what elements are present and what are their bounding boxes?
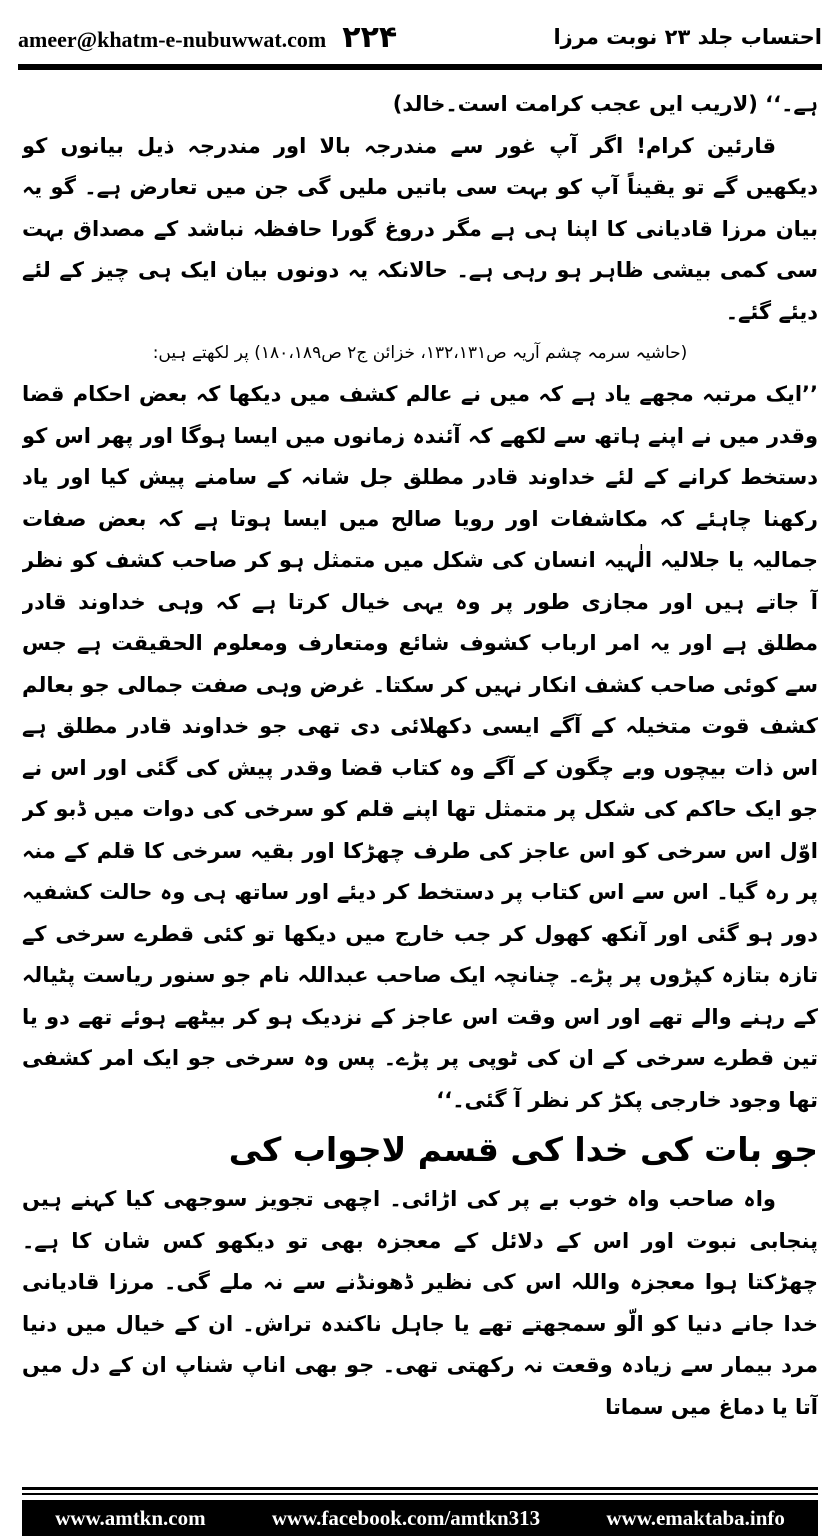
header-rule	[18, 64, 822, 70]
running-title: احتساب جلد ۲۳ نوبت مرزا	[553, 25, 822, 49]
footer-link-facebook[interactable]: www.facebook.com/amtkn313	[271, 1505, 541, 1530]
reference-line: (حاشیہ سرمہ چشم آریہ ص۱۳۲،۱۳۱، خزائن ج۲ ص۱۸۰،۱۸۹) پر لکھتے ہیں:	[152, 343, 688, 363]
paragraph-quote: ’’ایک مرتبہ مجھے یاد ہے کہ میں نے عالم کشف میں دیکھا کہ بعض احکام قضا وقدر میں نے اپنے ہاتھ سے لکھے کہ آئندہ زمانوں میں ایسا ہوگا اور پھر اس کو دستخط کرانے کے لئے خداوند قادر مطلق جل شانہ کے سامنے پیش کیا اور یاد رکھنا چاہئے کہ مکاشفات اور رویا صالح میں ایسا ہوتا ہے کہ بعض صفات جمالیہ یا جلالیہ الٰہیہ انسان کی شکل میں متمثل ہو کر صاحب کشف کو نظر آ جاتے ہیں اور مجازی طور پر وہ یہی خیال کرتا ہے کہ وہی خداوند قادر مطلق ہے اور یہ امر ارباب کشوف شائع ومتعارف ومعلوم الحقیقت ہے جس سے کوئی صاحب کشف انکار نہیں کر سکتا۔ غرض وہی صفت جمالی جو بعالم کشف قوت متخیلہ کے آگے ایسی دکھلائی دی تھی جو خداوند قادر مطلق ہے اس ذات بیچوں وبے چگون کے آگے وہ کتاب قضا وقدر پیش کی گئی اور اس نے جو ایک حاکم کی شکل پر متمثل تھا اپنے قلم کو سرخی کی دوات میں ڈبو کر اوّل اس سرخی کو اس عاجز کی طرف چھڑکا اور بقیہ سرخی کا قلم کے منہ پر رہ گیا۔ اس سے اس کتاب پر دستخط کر دیئے اور ساتھ ہی وہ حالت کشفیہ دور ہو گئی اور آنکھ کھول کر جب خارج میں دیکھا تو کئی قطرے سرخی کے تازہ بتازہ کپڑوں پر پڑے۔ چنانچہ ایک صاحب عبداللہ نام جو سنور ریاست پٹیالہ کے رہنے والے تھے اور اس وقت اس عاجز کے نزدیک ہو کر بیٹھے ہوئے تھے دو یا تین قطرے سرخی کے ان کی ٹوپی پر پڑے۔ پس وہ سرخی جو ایک امر کشفی تھا وجود خارجی پکڑ کر نظر آ گئی۔‘‘	[22, 382, 818, 1112]
page-body	[22, 84, 818, 1464]
footer-link-emaktaba[interactable]: www.emaktaba.info	[606, 1505, 785, 1530]
footer-bar	[22, 1500, 818, 1536]
footer-link-amtkn[interactable]: www.amtkn.com	[55, 1505, 206, 1530]
paragraph-opening: ہے۔‘‘ (لاریب ایں عجب کرامت است۔خالد)	[392, 92, 818, 116]
footer-rule-thick	[22, 1487, 818, 1490]
paragraph-closing: واہ صاحب واہ خوب بے پر کی اڑائی۔ اچھی تجویز سوجھی کیا کہنے ہیں پنجابی نبوت اور اس کے دلائل کے معجزہ بھی تو دیکھو کس شان کا ہے۔ چھڑکتا ہوا معجزہ واللہ اس کی نظیر ڈھونڈنے سے نہ ملے گی۔ مرزا قادیانی خدا جانے دنیا کو الّو سمجھتے تھے یا جاہل ناکندہ تراش۔ ان کے خیال میں دنیا مرد بیمار سے زیادہ وقعت نہ رکھتی تھی۔ جو بھی اناپ شناپ ان کے دل میں آتا یا دماغ میں سماتا	[22, 1187, 818, 1419]
paragraph-readers: قارئین کرام! اگر آپ غور سے مندرجہ بالا اور مندرجہ ذیل بیانوں کو دیکھیں گے تو یقیناً آپ کو بہت سی باتیں ملیں گی جن میں تعارض ہے۔ گو یہ بیان مرزا قادیانی کا اپنا ہی ہے مگر دروغ گورا حافظہ نباشد کے مصداق بہت سی کمی بیشی ظاہر ہو رہی ہے۔ حالانکہ یہ دونوں بیان ایک ہی چیز کے لئے دیئے گئے۔	[22, 133, 818, 324]
footer-rule-thin	[22, 1493, 818, 1495]
page-header	[18, 14, 822, 60]
header-email: ameer@khatm-e-nubuwwat.com	[18, 26, 327, 52]
header-left	[18, 20, 397, 55]
page-number: ۲۲۴	[342, 19, 398, 55]
section-heading: جو بات کی خدا کی قسم لاجواب کی	[228, 1130, 818, 1169]
